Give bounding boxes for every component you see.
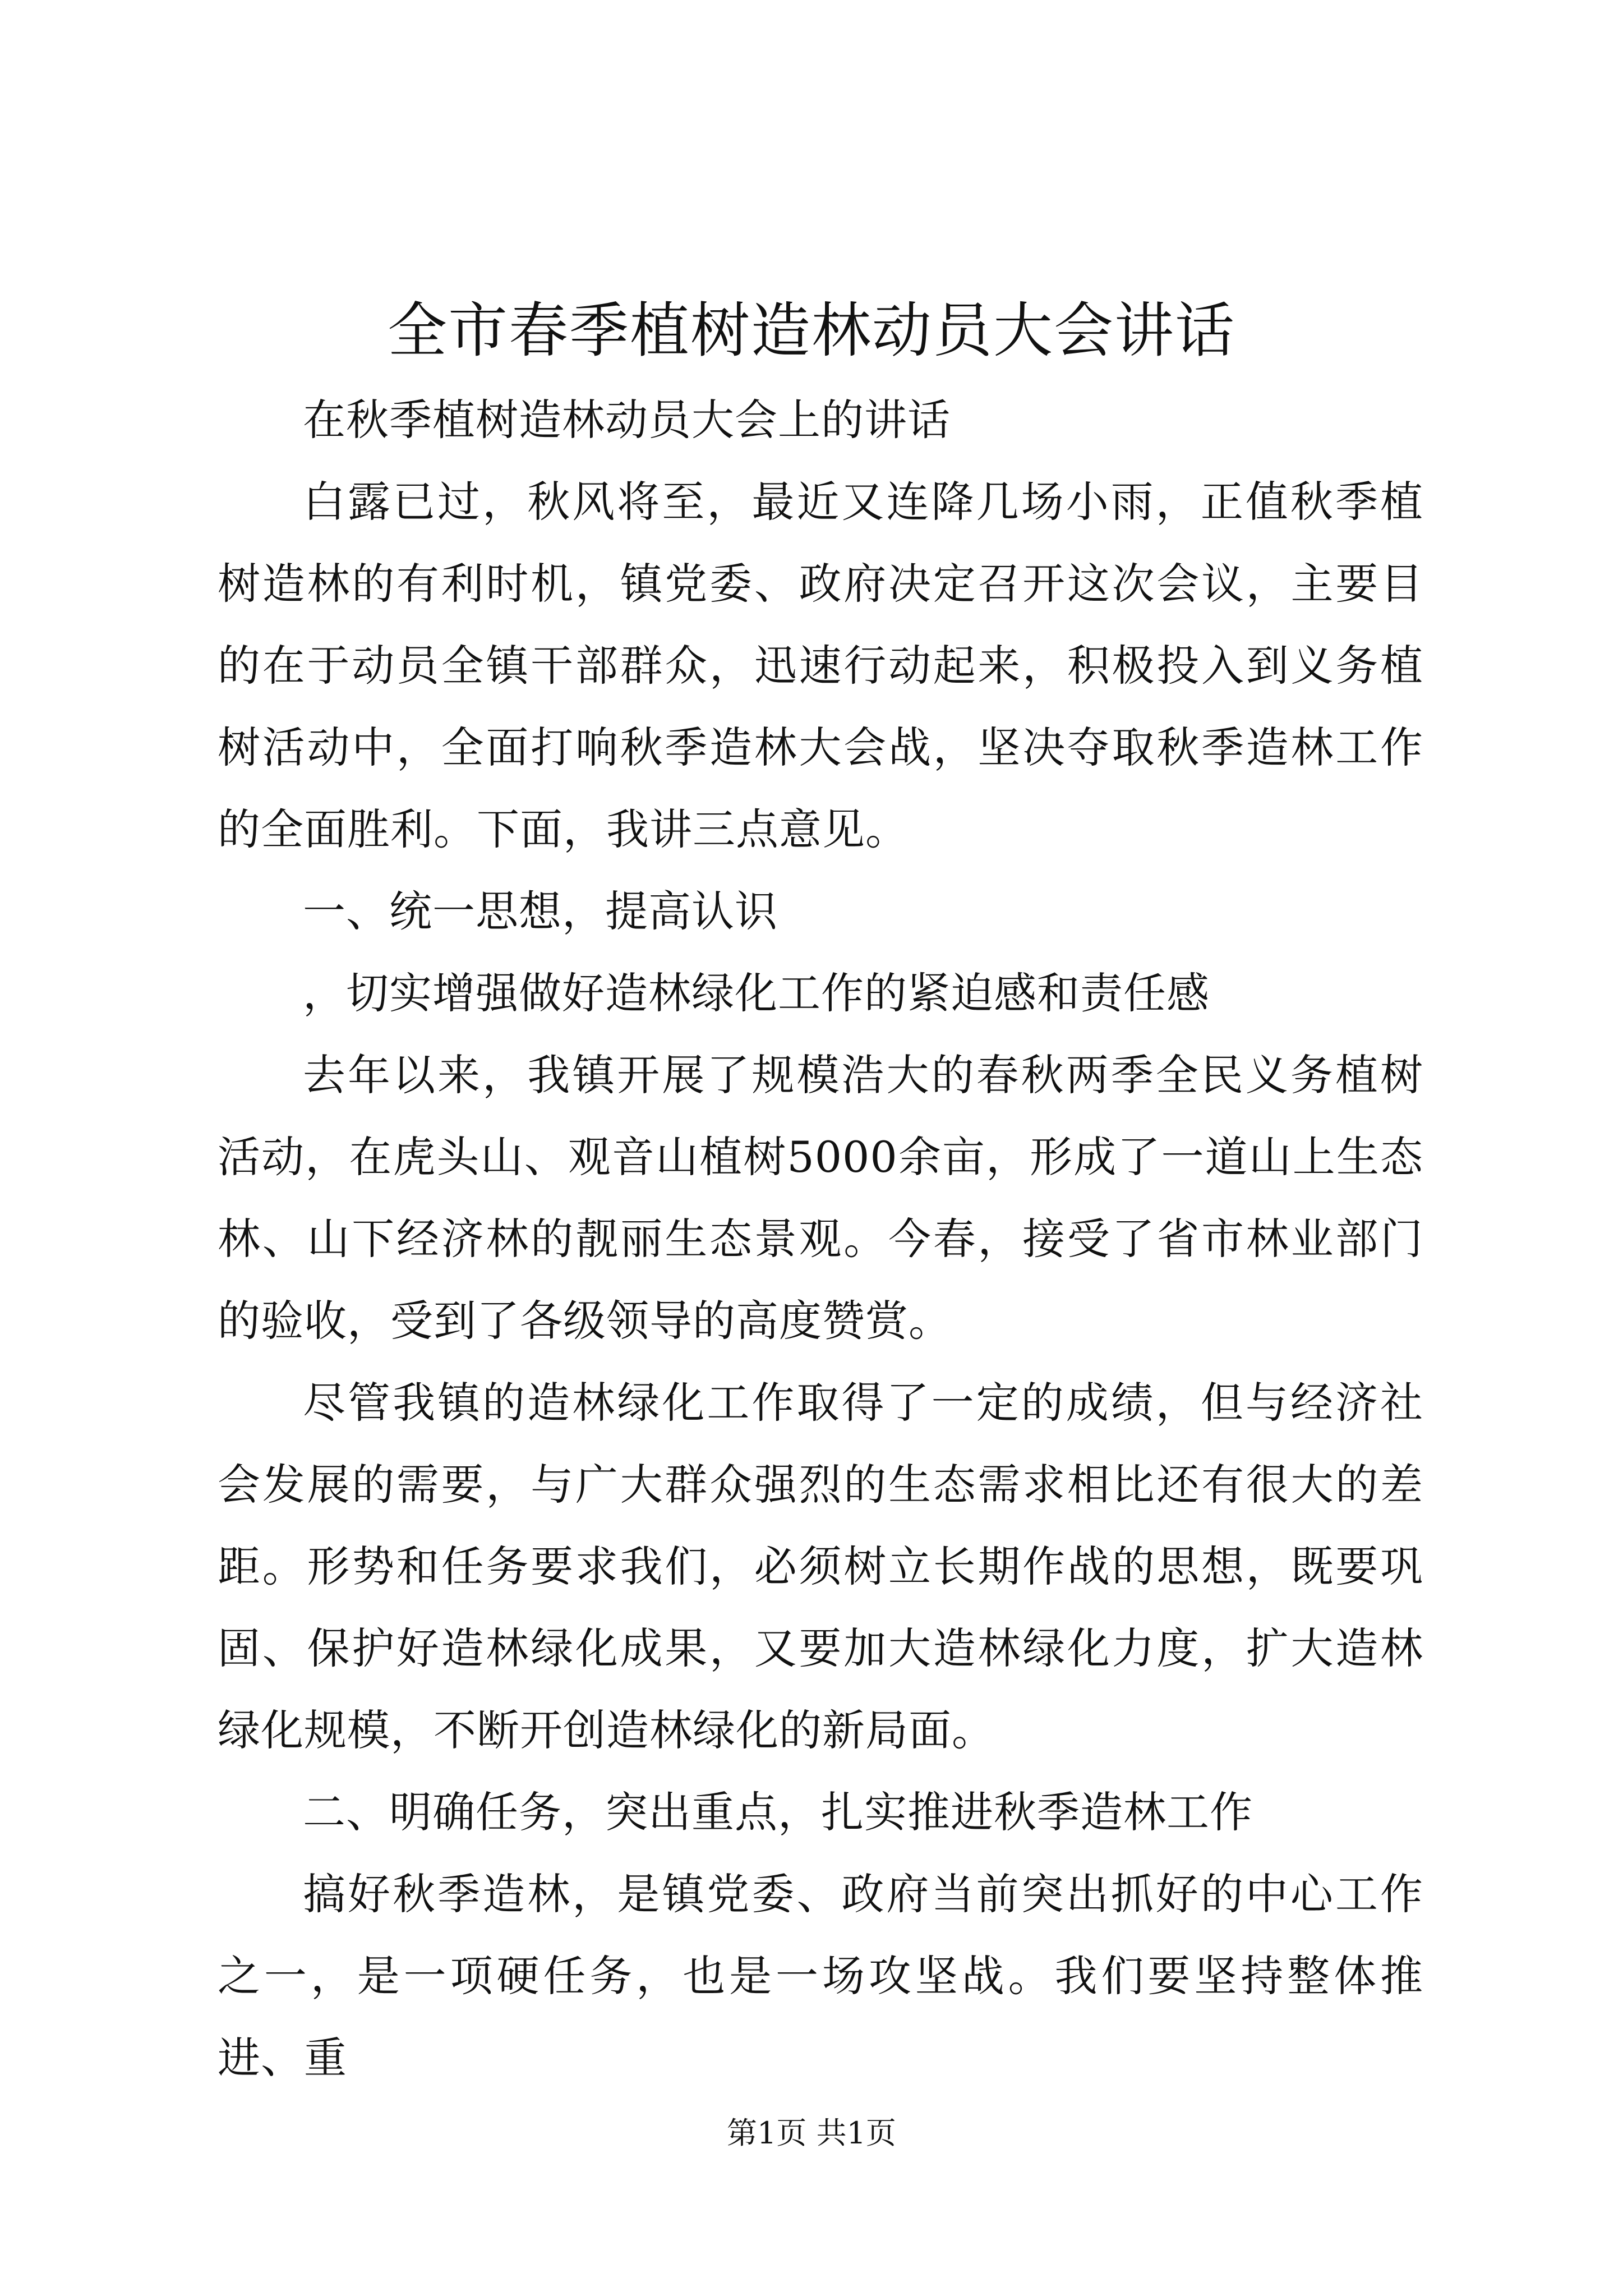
paragraph-achievements: 去年以来，我镇开展了规模浩大的春秋两季全民义务植树活动，在虎头山、观音山植树5000余亩，形成了一道山上生态林、山下经济林的靓丽生态景观。今春，接受了省市林业部门的验收，受到了各级领导的高度赞赏。	[218, 1050, 1423, 1346]
page-footer: 第1页 共1页	[727, 2115, 896, 2151]
paragraph-urgency: ，切实增强做好造林绿化工作的紧迫感和责任感	[303, 968, 1210, 1018]
section-heading-2: 二、明确任务，突出重点，扎实推进秋季造林工作	[303, 1787, 1253, 1837]
document-body	[218, 379, 1423, 2099]
paragraph-task: 搞好秋季造林，是镇党委、政府当前突出抓好的中心工作之一，是一项硬任务，也是一场攻坚战。我们要坚持整体推进、重	[218, 1869, 1423, 2083]
paragraph-subtitle: 在秋季植树造林动员大会上的讲话	[303, 395, 951, 445]
paragraph-intro: 白露已过，秋风将至，最近又连降几场小雨，正值秋季植树造林的有利时机，镇党委、政府决定召开这次会议，主要目的在于动员全镇干部群众，迅速行动起来，积极投入到义务植树活动中，全面打响秋季造林大会战，坚决夺取秋季造林工作的全面胜利。下面，我讲三点意见。	[218, 477, 1423, 854]
paragraph-gap: 尽管我镇的造林绿化工作取得了一定的成绩，但与经济社会发展的需要，与广大群众强烈的生态需求相比还有很大的差距。形势和任务要求我们，必须树立长期作战的思想，既要巩固、保护好造林绿化成果，又要加大造林绿化力度，扩大造林绿化规模，不断开创造林绿化的新局面。	[218, 1378, 1423, 1755]
section-heading-1: 一、统一思想，提高认识	[303, 886, 778, 936]
document-title: 全市春季植树造林动员大会讲话	[388, 296, 1235, 365]
